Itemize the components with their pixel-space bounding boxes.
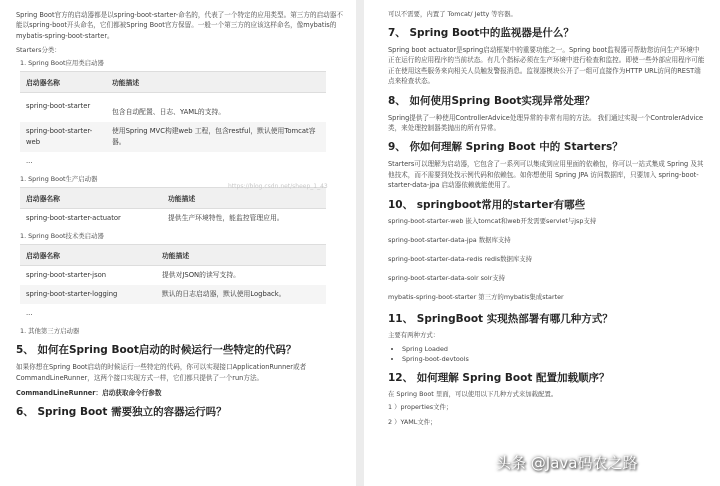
csdn-watermark: https://blog.csdn.net/sheep_1_43 xyxy=(228,183,328,190)
heading-q5: 5、 如何在Spring Boot启动的时候运行一些特定的代码？ xyxy=(16,344,297,357)
paragraph-q7: Spring boot actuator是spring启动框架中的重要功能之一。Spring boot监视器可帮助您访问生产环境中正在运行的应用程序的当前状态。有几个指标必须在生产环境中进行检查和监控。即使一些外部应用程序可能正在使用这些服务来向相关人员触发警报消息。监视器模块公开了一组可直接作为HTTP URL访问的REST端点来检查状态。 xyxy=(388,46,705,86)
table-header: 启动器名称 xyxy=(20,245,156,266)
table-row xyxy=(20,266,326,286)
heading-q11: 11、 SpringBoot 实现热部署有哪几种方式？ xyxy=(388,312,613,325)
config-item: 2 ）YAML文件； xyxy=(388,417,437,426)
table-cell: spring-boot-starter-web xyxy=(20,122,106,152)
starter-line: mybatis-spring-boot-starter 第三方的mybatis集成starter xyxy=(388,292,564,301)
toutiao-watermark: 头条 @Java码农之路 xyxy=(496,454,638,472)
table-cell: 提供对JSON的读写支持。 xyxy=(162,271,240,280)
heading-q7: 7、 Spring Boot中的监视器是什么？ xyxy=(388,27,574,39)
starter-line: spring-boot-starter-data-jpa 数据库支持 xyxy=(388,235,511,244)
table-header: 启动器名称 xyxy=(20,188,162,209)
list-item: • Spring Loaded xyxy=(402,344,706,354)
table-cell: spring-boot-starter-json xyxy=(26,271,107,280)
table-cell xyxy=(156,304,326,323)
heading-q12: 12、 如何理解 Spring Boot 配置加载顺序？ xyxy=(388,371,610,384)
list-item: • Spring-boot-devtools xyxy=(402,354,706,364)
table-row xyxy=(20,285,326,304)
heading-q6: 6、 Spring Boot 需要独立的容器运行吗？ xyxy=(16,406,227,419)
table-header: 功能描述 xyxy=(162,188,326,209)
paragraph-q8: Spring提供了一种使用ControllerAdvice处理异常的非常有用的方法。 我们通过实现一个ControlerAdvice类，来处理控制器类抛出的所有异常。 xyxy=(388,113,704,133)
cmdline-runner-note: CommandLineRunner：启动获取命令行参数 xyxy=(16,389,162,398)
prod-starters-table xyxy=(20,187,326,228)
table-cell: ... xyxy=(26,157,33,166)
table-row xyxy=(20,152,326,171)
table-cell: 默认的日志启动器，默认使用Logback。 xyxy=(156,285,326,304)
starter-line: spring-boot-starter-data-redis redis数据库支持 xyxy=(388,254,533,263)
table-header-row xyxy=(20,245,326,266)
table-cell: 包含自动配置、日志、YAML的支持。 xyxy=(112,108,226,117)
table-header-row xyxy=(20,188,326,209)
table-header: 功能描述 xyxy=(106,72,326,93)
category-other-title: 1. 其他第三方启动器 xyxy=(20,327,80,336)
table-row xyxy=(20,122,326,152)
hot-deploy-list xyxy=(388,344,706,364)
heading-q8: 8、 如何使用Spring Boot实现异常处理？ xyxy=(388,94,595,107)
table-cell: spring-boot-starter-actuator xyxy=(26,214,121,223)
paragraph-q9: Starters可以理解为启动器，它包含了一系列可以集成到应用里面的依赖包，你可以一站式集成 Spring 及其他技术，而不需要到处找示例代码和依赖包。如你想使用 Spring JPA 访问数据库，只要加入 spring-boot-starter-data-jpa 启动器依赖就能使用了。 xyxy=(388,160,704,190)
table-cell: 提供生产环境特性，能监控管理应用。 xyxy=(168,214,284,223)
table-row xyxy=(20,304,326,323)
table-cell: spring-boot-starter-logging xyxy=(20,285,156,304)
table-cell: ... xyxy=(26,309,33,318)
heading-q10: 10、 springboot常用的starter有哪些 xyxy=(388,198,586,211)
category-prod-title: 1. Spring Boot生产启动器 xyxy=(20,175,98,184)
intro-paragraph: Spring Boot官方的启动器都是以spring-boot-starter-命名的，代表了一个特定的应用类型。第三方的启动器不能以spring-boot开头命名，它们都被Spring Boot官方保留。一般一个第三方的应该这样命名，像mybatis的mybatis-spring-boot-starter。 xyxy=(16,11,343,40)
tech-starters-table xyxy=(20,244,326,323)
starter-line: spring-boot-starter-data-solr solr支持 xyxy=(388,273,506,282)
left-page xyxy=(0,0,356,486)
heading-q9: 9、 你如何理解 Spring Boot 中的 Starters？ xyxy=(388,141,623,154)
table-row xyxy=(20,93,326,123)
table-cell: spring-boot-starter xyxy=(26,102,91,111)
right-page xyxy=(364,0,720,486)
starter-line: spring-boot-starter-web 嵌入tomcat和web开发需要servlet与jsp支持 xyxy=(388,216,597,225)
tomcat-note: 可以不需要，内置了 Tomcat/ Jetty 等容器。 xyxy=(388,10,517,18)
category-tech-title: 1. Spring Boot技术类启动器 xyxy=(20,232,104,241)
table-header: 功能描述 xyxy=(156,245,326,266)
table-row xyxy=(20,209,326,229)
table-header: 启动器名称 xyxy=(20,72,106,93)
category-app-title: 1. Spring Boot应用类启动器 xyxy=(20,59,104,68)
starters-label: Starters分类： xyxy=(16,46,61,55)
config-item: 1 ）properties文件； xyxy=(388,402,453,411)
paragraph-q12: 在 Spring Boot 里面，可以使用以下几种方式来加载配置。 xyxy=(388,389,558,398)
table-cell xyxy=(106,152,326,171)
app-starters-table xyxy=(20,71,326,171)
paragraph-q11: 主要有两种方式： xyxy=(388,330,440,339)
table-cell: 使用Spring MVC构建web 工程，包含restful，默认使用Tomcat容器。 xyxy=(106,122,326,152)
paragraph-q5: 如果你想在Spring Boot启动的时候运行一些特定的代码，你可以实现接口ApplicationRunner或者CommandLineRunner，这两个接口实现方式一样，它们都只提供了一个run方法。 xyxy=(16,363,307,382)
table-header-row xyxy=(20,72,326,93)
